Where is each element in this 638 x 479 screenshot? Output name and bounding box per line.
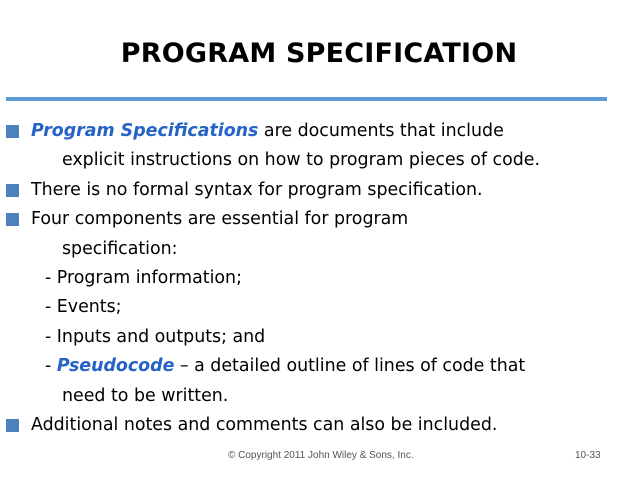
sub-item-dash: - <box>45 356 57 376</box>
bullet-1-line-1 <box>31 119 504 143</box>
sub-item-pseudocode <box>45 354 525 378</box>
pseudocode-line-2: need to be written. <box>62 386 229 406</box>
square-bullet-icon <box>6 184 19 197</box>
sub-item-program-information: - Program information; <box>45 268 242 288</box>
square-bullet-icon <box>6 419 19 432</box>
square-bullet-icon <box>6 125 19 138</box>
bullet-3-line-2: specification: <box>62 239 178 259</box>
page-number: 10-33 <box>575 450 601 461</box>
bullet-4-text: Additional notes and comments can also be included. <box>31 415 498 435</box>
sub-item-inputs-outputs: - Inputs and outputs; and <box>45 327 266 347</box>
bullet-3-line-1: Four components are essential for program <box>31 209 409 229</box>
pseudocode-text: – a detailed outline of lines of code that <box>174 356 526 376</box>
bullet-2-text: There is no formal syntax for program specification. <box>31 180 483 200</box>
sub-item-events: - Events; <box>45 297 122 317</box>
term-pseudocode: Pseudocode <box>56 356 175 376</box>
title-divider <box>6 97 607 101</box>
slide-title: PROGRAM SPECIFICATION <box>120 38 518 69</box>
term-program-specifications: Program Specifications <box>31 121 259 141</box>
bullet-1-text: are documents that include <box>258 121 504 141</box>
bullet-1-line-2: explicit instructions on how to program pieces of code. <box>62 150 541 170</box>
footer-copyright: © Copyright 2011 John Wiley & Sons, Inc. <box>228 450 414 461</box>
square-bullet-icon <box>6 213 19 226</box>
